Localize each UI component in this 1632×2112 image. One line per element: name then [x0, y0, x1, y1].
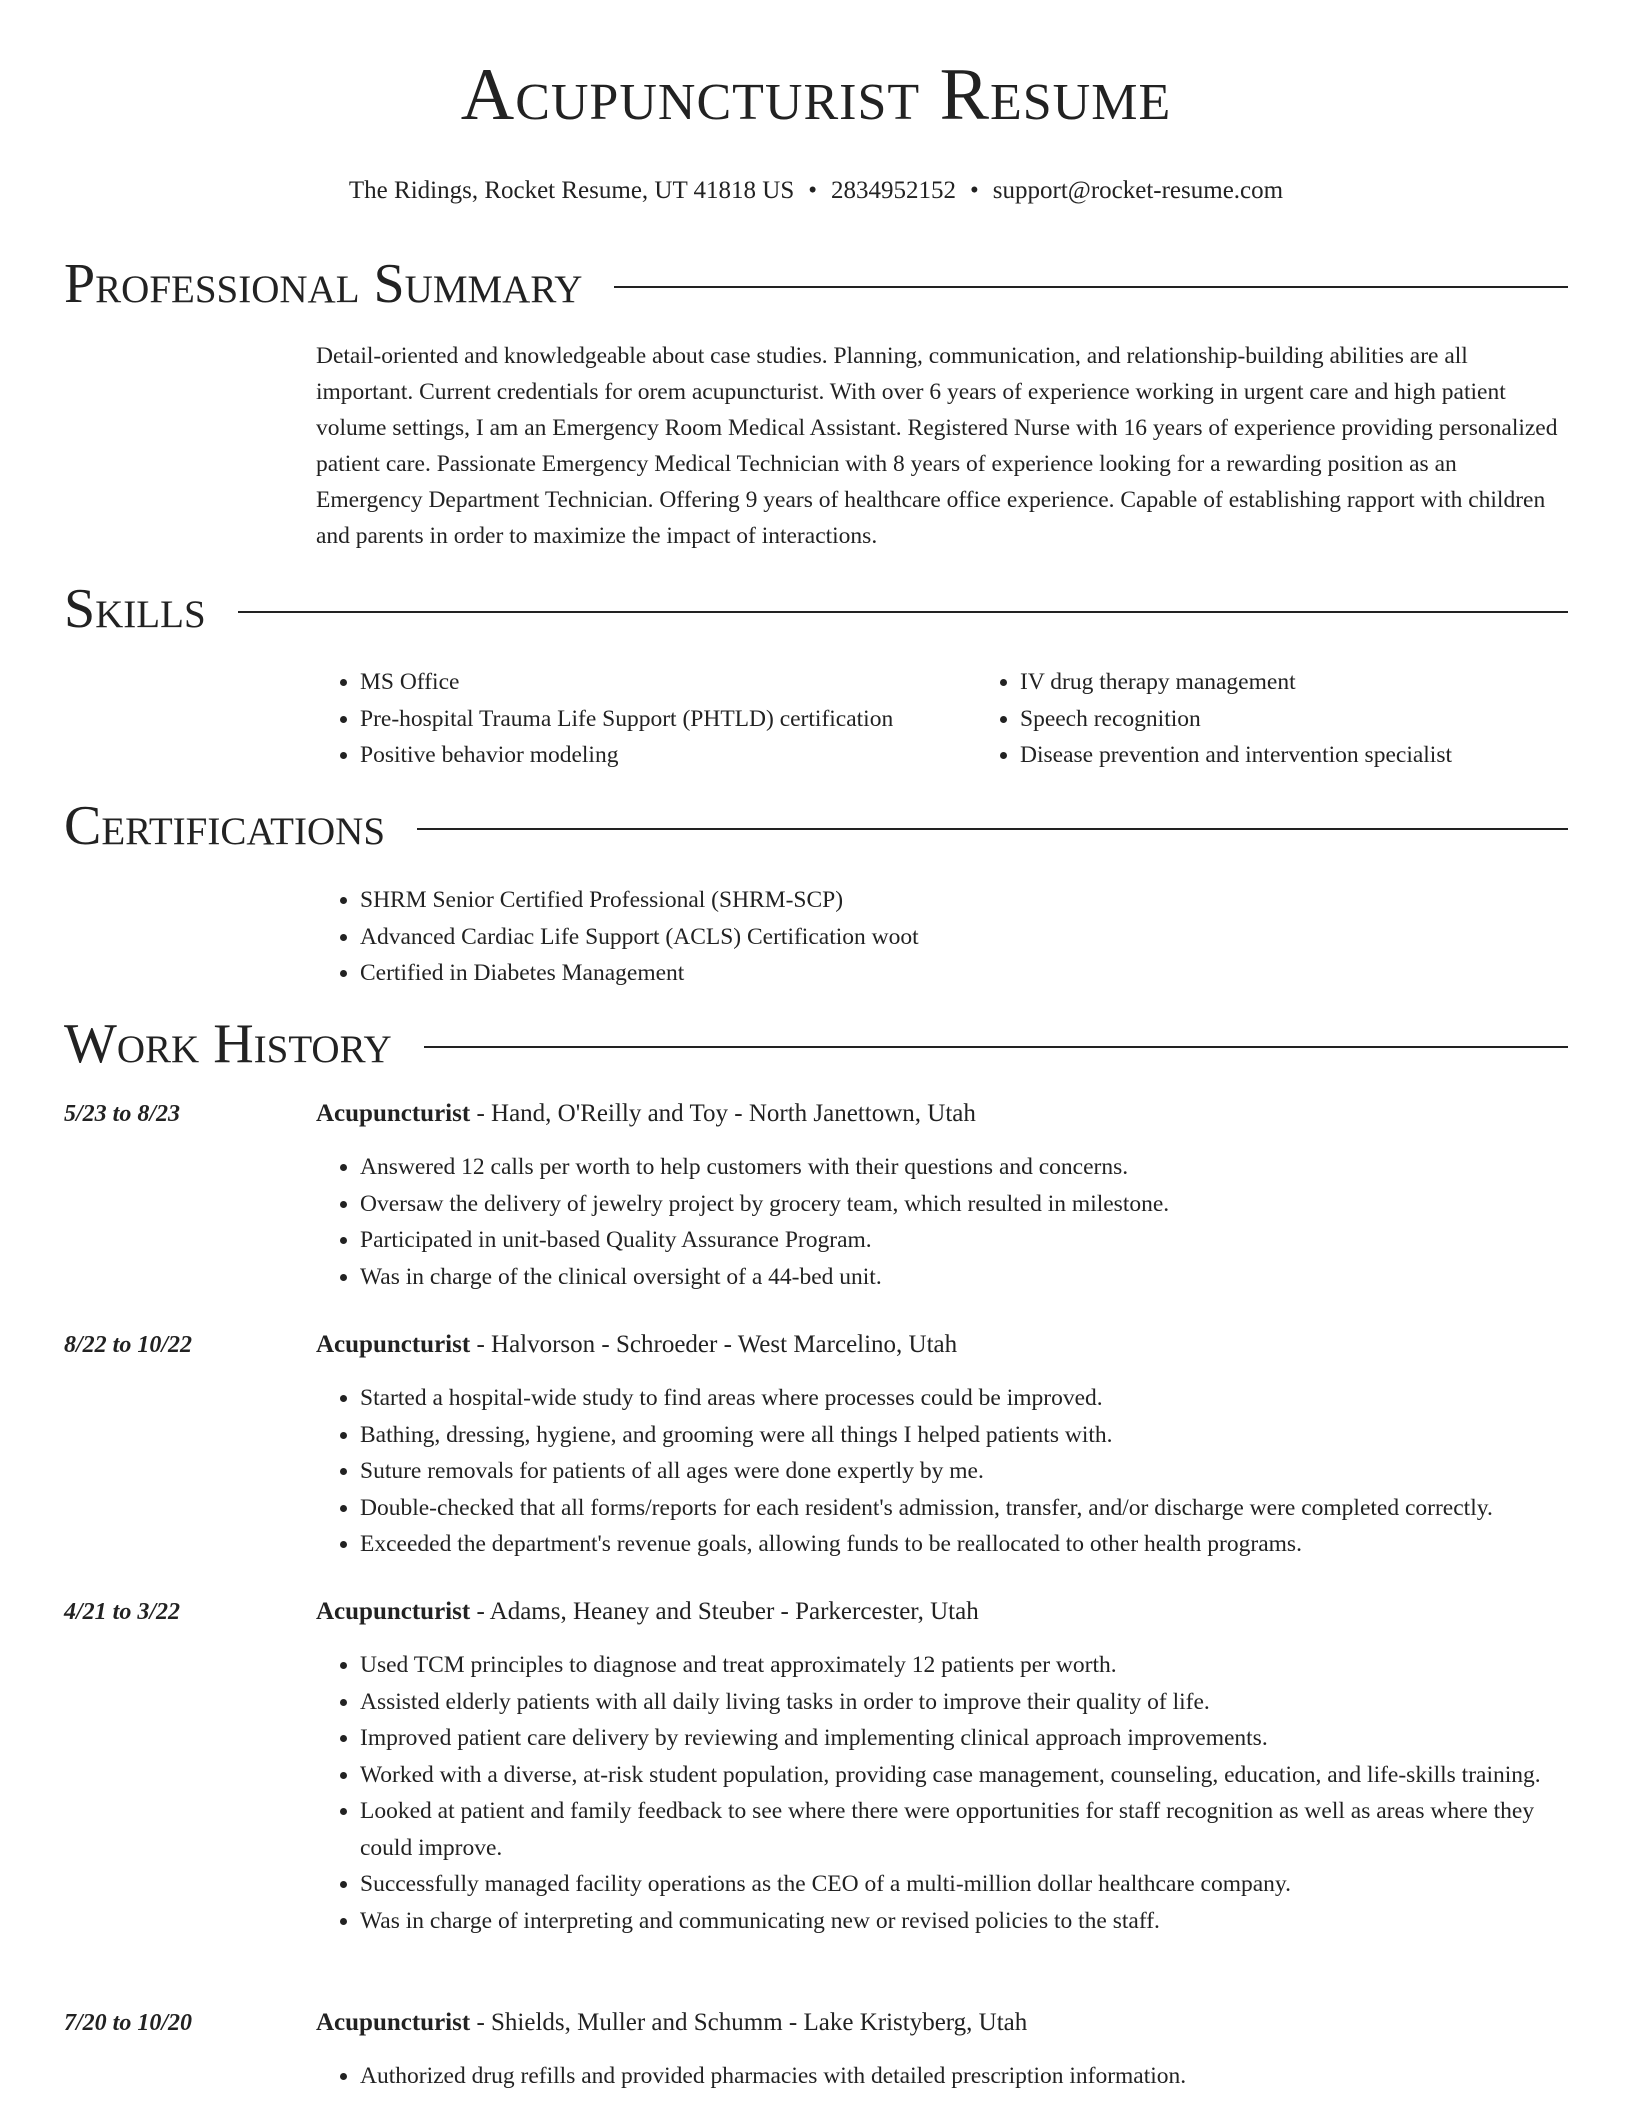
section-header-work-history: [64, 1013, 1568, 1075]
skill-item: • MS Office: [360, 664, 976, 701]
skill-item: • Speech recognition: [1020, 701, 1632, 738]
job-bullet: • Was in charge of the clinical oversight of a 44-bed unit.: [360, 1259, 1568, 1296]
job-bullet: • Was in charge of interpreting and communicating new or revised policies to the staff.: [360, 1903, 1568, 1940]
job-bullet: • Successfully managed facility operations as the CEO of a multi-million dollar healthcare company.: [360, 1866, 1568, 1903]
job-bullet: • Started a hospital-wide study to find areas where processes could be improved.: [360, 1380, 1568, 1417]
job-bullet: • Worked with a diverse, at-risk student population, providing case management, counseling, education, and life-skills training.: [360, 1757, 1568, 1794]
section-header-summary: [64, 253, 1568, 315]
job-bullet: • Looked at patient and family feedback to see where there were opportunities for staff recognition as well as areas where they could improve.: [360, 1793, 1568, 1866]
job-employer: - Halvorson - Schroeder - West Marcelino, Utah: [470, 1331, 958, 1358]
job-bullets: [316, 1647, 1568, 1939]
job-bullet: • Used TCM principles to diagnose and treat approximately 12 patients per worth.: [360, 1647, 1568, 1684]
contact-separator: •: [970, 177, 979, 204]
job-title-line: [316, 1098, 976, 1130]
skills-column-1: [316, 664, 976, 774]
job-role: Acupuncturist: [316, 1331, 471, 1358]
section-divider: [238, 611, 1568, 613]
section-divider: [614, 286, 1568, 288]
job-employer: - Hand, O'Reilly and Toy - North Janettown, Utah: [470, 1100, 976, 1127]
skill-item: • IV drug therapy management: [1020, 664, 1632, 701]
job-employer: - Adams, Heaney and Steuber - Parkercester, Utah: [470, 1598, 979, 1625]
section-divider: [417, 828, 1568, 830]
skill-item: • Pre-hospital Trauma Life Support (PHTLD) certification: [360, 701, 976, 738]
certifications-list: [316, 882, 919, 992]
job-role: Acupuncturist: [316, 2009, 471, 2036]
certification-item: • Certified in Diabetes Management: [360, 955, 919, 992]
job-role: Acupuncturist: [316, 1100, 471, 1127]
job-bullet: • Answered 12 calls per worth to help customers with their questions and concerns.: [360, 1149, 1568, 1186]
job-bullet: • Participated in unit-based Quality Assurance Program.: [360, 1222, 1568, 1259]
skills-list: [316, 664, 1632, 774]
job-bullets: [316, 1380, 1568, 1563]
section-title: Certifications: [64, 795, 386, 857]
section-divider: [424, 1046, 1568, 1048]
job-bullet: • Oversaw the delivery of jewelry project by grocery team, which resulted in milestone.: [360, 1186, 1568, 1223]
job-title-line: [316, 2007, 1027, 2039]
skill-item: • Disease prevention and intervention specialist: [1020, 737, 1632, 774]
contact-line: [0, 176, 1632, 206]
job-title-line: [316, 1329, 957, 1361]
job-bullets: [316, 2058, 1568, 2095]
job-title-line: [316, 1596, 979, 1628]
job-dates: 8/22 to 10/22: [64, 1332, 193, 1358]
contact-address: The Ridings, Rocket Resume, UT 41818 US: [348, 177, 795, 204]
skill-item: • Positive behavior modeling: [360, 737, 976, 774]
job-bullet: • Authorized drug refills and provided pharmacies with detailed prescription information.: [360, 2058, 1568, 2095]
job-dates: 5/23 to 8/23: [64, 1101, 181, 1127]
job-bullets: [316, 1149, 1568, 1295]
job-dates: 7/20 to 10/20: [64, 2010, 193, 2036]
contact-phone: 2834952152: [831, 177, 957, 204]
section-title: Skills: [64, 578, 206, 640]
contact-email: support@rocket-resume.com: [992, 177, 1284, 204]
section-header-certifications: [64, 795, 1568, 857]
job-role: Acupuncturist: [316, 1598, 471, 1625]
job-bullet: • Exceeded the department's revenue goals, allowing funds to be reallocated to other health programs.: [360, 1526, 1568, 1563]
summary-text: Detail-oriented and knowledgeable about case studies. Planning, communication, and relationship-building abilities are all important. Current credentials for orem acupuncturist. With over 6 years of experience working in urgent care and high patient volume settings, I am an Emergency Room Medical Assistant. Registered Nurse with 16 years of experience providing personalized patient care. Passionate Emergency Medical Technician with 8 years of experience looking for a rewarding position as an Emergency Department Technician. Offering 9 years of healthcare office experience. Capable of establishing rapport with children and parents in order to maximize the impact of interactions.: [316, 343, 1558, 549]
certification-item: • SHRM Senior Certified Professional (SHRM-SCP): [360, 882, 919, 919]
job-dates: 4/21 to 3/22: [64, 1599, 181, 1625]
contact-separator: •: [808, 177, 818, 204]
job-bullet: • Double-checked that all forms/reports for each resident's admission, transfer, and/or discharge were completed correctly.: [360, 1490, 1568, 1527]
job-bullet: • Bathing, dressing, hygiene, and grooming were all things I helped patients with.: [360, 1417, 1568, 1454]
section-title: Work History: [64, 1013, 392, 1075]
section-header-skills: [64, 578, 1568, 640]
section-title: Professional Summary: [64, 253, 583, 315]
job-employer: - Shields, Muller and Schumm - Lake Kristyberg, Utah: [470, 2009, 1028, 2036]
job-bullet: • Improved patient care delivery by reviewing and implementing clinical approach improvements.: [360, 1720, 1568, 1757]
job-bullet: • Suture removals for patients of all ages were done expertly by me.: [360, 1453, 1568, 1490]
resume-title: Acupuncturist Resume: [460, 54, 1172, 136]
job-bullet: • Assisted elderly patients with all daily living tasks in order to improve their quality of life.: [360, 1684, 1568, 1721]
certification-item: • Advanced Cardiac Life Support (ACLS) Certification woot: [360, 919, 919, 956]
skills-column-2: [976, 664, 1632, 774]
